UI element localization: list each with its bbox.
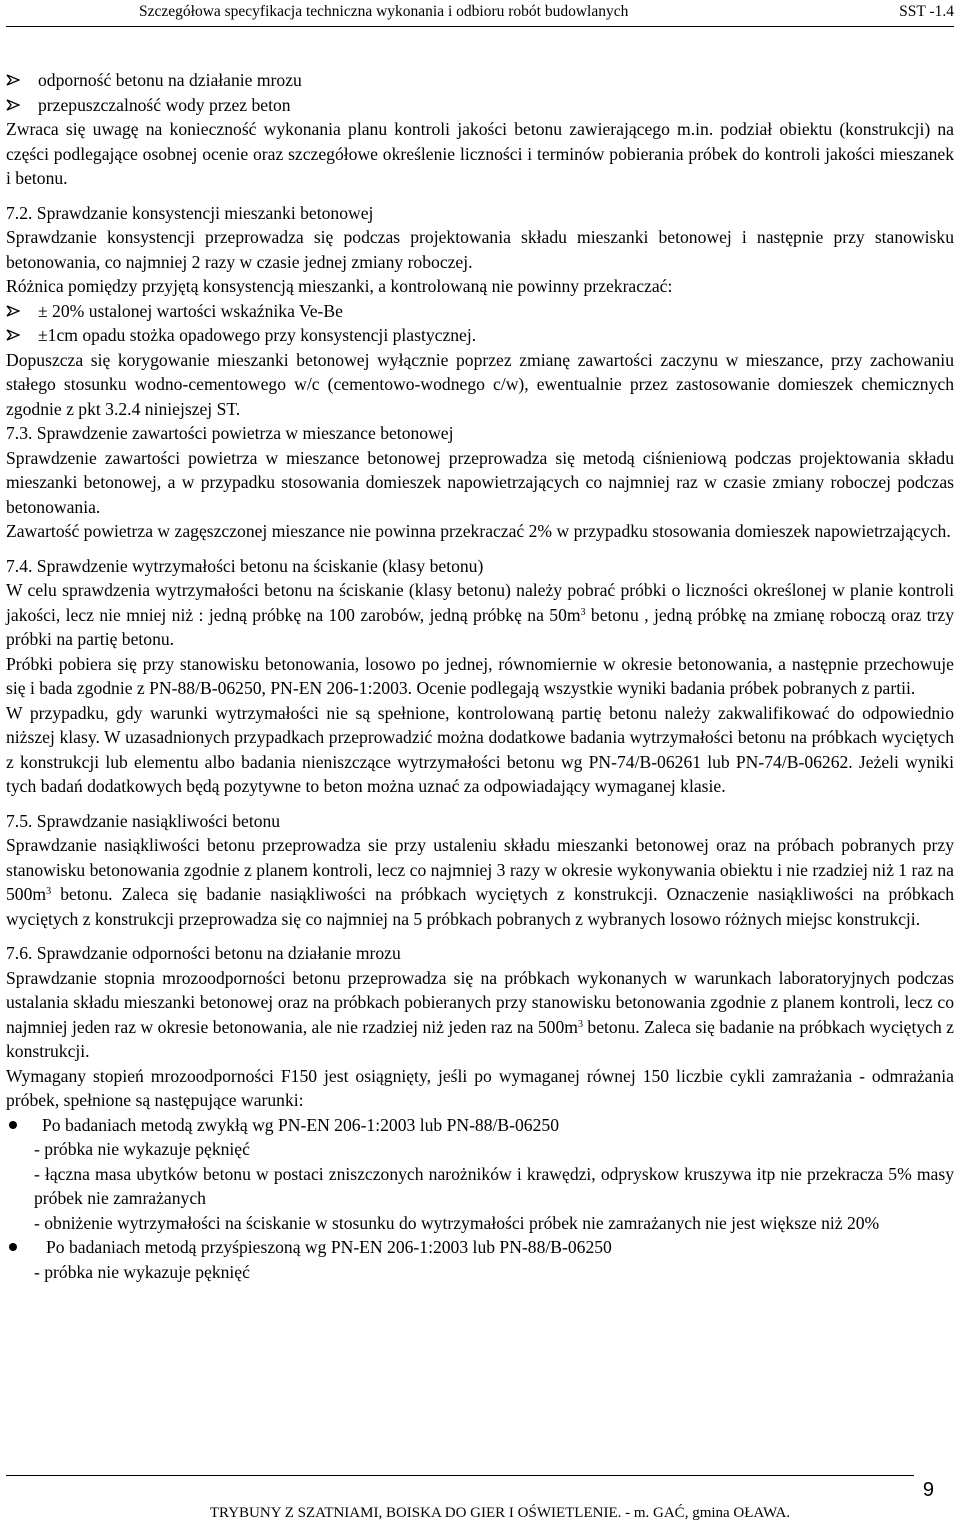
section-heading: 7.6. Sprawdzanie odporności betonu na działanie mrozu (6, 943, 401, 963)
paragraph: Dopuszcza się korygowanie mieszanki betonowej wyłącznie poprzez zmianę zawartości zaczynu w mieszance, przy zachowaniu stałego stosunku wodno-cementowego w/c (cementowo-wodnego c/w), ewentualnie przez zastosowanie domieszek chemicznych zgodnie z pkt 3.2.4 niniejszej ST. (6, 349, 954, 419)
page-number: 9 (922, 1479, 934, 1501)
paragraph: Sprawdzanie nasiąkliwości betonu przeprowadza sie przy ustaleniu składu mieszanki betonowej oraz na próbach pobranych przy stanowisku betonowania zgodnie z planem kontroli, lecz co najmniej 3 razy w okresie wykonywania obiektu i nie rzadziej niż 1 raz na $500m^3$ betonu. Zaleca się badanie nasiąkliwości na próbkach wyciętych z konstrukcji. Oznaczenie nasiąkliwości na próbkach wyciętych z konstrukcji przeprowadza się co najmniej na 5 próbkach pobranych z wybranych losowo różnych miejsc konstrukcji. (6, 835, 954, 929)
arrow-bullet-icon (6, 305, 20, 317)
bullet-item: odporność betonu na działanie mrozu (6, 68, 954, 93)
list-subitem: - próbka nie wykazuje pęknięć (34, 1139, 250, 1159)
arrow-bullet-icon (6, 329, 20, 341)
bullet-item: Po badaniach metodą przyśpieszoną wg PN-EN 206-1:2003 lub PN-88/B-06250 (6, 1235, 954, 1260)
paragraph: Różnica pomiędzy przyjętą konsystencją mieszanki, a kontrolowaną nie powinny przekraczać: (6, 276, 673, 296)
bullet-dot-icon (9, 1243, 17, 1251)
page-header (6, 0, 954, 27)
bullet-item: Po badaniach metodą zwykłą wg PN-EN 206-1:2003 lub PN-88/B-06250 (6, 1113, 954, 1138)
bullet-item: przepuszczalność wody przez beton (6, 93, 954, 118)
bullet-item: ± 20% ustalonej wartości wskaźnika Ve-Be (6, 299, 954, 324)
section-heading: 7.3. Sprawdzenie zawartości powietrza w mieszance betonowej (6, 423, 454, 443)
paragraph: W przypadku, gdy warunki wytrzymałości nie są spełnione, kontrolowaną partię betonu należy zakwalifikować do odpowiednio niższej klasy. W uzasadnionych przypadkach przeprowadzić można dodatkowe badania wytrzymałości betonu na próbkach wyciętych z konstrukcji lub elementu albo badania nieniszczące wytrzymałości betonu wg PN-74/B-06261 lub PN-74/B-06262. Jeżeli wyniki tych badań dodatkowych będą pozytywne to beton można uznać za odpowiadający wymaganej klasie. (6, 702, 954, 796)
header-title: Szczegółowa specyfikacja techniczna wykonania i odbioru robót budowlanych (139, 3, 629, 20)
list-subitem: - próbka nie wykazuje pęknięć (34, 1261, 250, 1282)
document-body (6, 68, 954, 1284)
paragraph: Wymagany stopień mrozoodporności F150 jest osiągnięty, jeśli po wymaganej równej 150 liczbie cykli zamrażania - odmrażania próbek, spełnione są następujące warunki: (6, 1065, 954, 1110)
header-code: SST -1.4 (899, 3, 954, 20)
section-heading: 7.4. Sprawdzenie wytrzymałości betonu na ściskanie (klasy betonu) (6, 555, 484, 576)
paragraph: Sprawdzanie stopnia mrozoodporności betonu przeprowadza się na próbkach wykonanych w warunkach laboratoryjnych podczas ustalania składu mieszanki betonowej oraz na próbkach pobieranych przy stanowisku betonowania zgodnie z planem kontroli, lecz co najmniej jeden raz w okresie betonowania, ale nie rzadziej niż jeden raz na $500m^3$ betonu. Zaleca się badanie na próbkach wyciętych z konstrukcji. (6, 967, 954, 1061)
list-subitem: - łączna masa ubytków betonu w postaci zniszczonych narożników i krawędzi, odpryskow kruszywa itp nie przekracza 5% masy próbek nie zamrażanych (34, 1163, 954, 1208)
bullet-item: ±1cm opadu stożka opadowego przy konsystencji plastycznej. (6, 323, 954, 348)
footer-divider (6, 1475, 914, 1476)
paragraph: Zwraca się uwagę na konieczność wykonania planu kontroli jakości betonu zawierającego m.in. podział obiektu (konstrukcji) na części podlegające osobnej ocenie oraz szczegółowe określenie liczności i terminów pobierania próbek do kontroli jakości mieszanek i betonu. (6, 119, 954, 188)
bullet-dot-icon (9, 1121, 17, 1129)
paragraph: W celu sprawdzenia wytrzymałości betonu na ściskanie (klasy betonu) należy pobrać próbki o liczności określonej w planie kontroli jakości, lecz nie mniej niż : jedną próbkę na 100 zarobów, jedną próbkę na $50m^3$ betonu , jedną próbkę na zmianę roboczą oraz trzy próbki na partię betonu. (6, 580, 954, 649)
arrow-bullet-icon (6, 74, 20, 86)
list-subitem: - obniżenie wytrzymałości na ściskanie w stosunku do wytrzymałości próbek nie zamrażanych nie jest większe niż 20% (34, 1212, 880, 1233)
page-footer: TRYBUNY Z SZATNIAMI, BOISKA DO GIER I OŚWIETLENIE. - m. GAĆ, gmina OŁAWA. (209, 1505, 791, 1521)
paragraph: Sprawdzenie zawartości powietrza w mieszance betonowej przeprowadza się metodą ciśnieniową podczas projektowania składu mieszanki betonowej, a w przypadku stosowania domieszek napowietrzających co najmniej raz w czasie zmiany roboczej podczas betonowania. (6, 447, 954, 517)
paragraph: Sprawdzanie konsystencji przeprowadza się podczas projektowania składu mieszanki betonowej i następnie przy stanowisku betonowania, co najmniej 2 razy w czasie jednej zmiany roboczej. (6, 227, 954, 272)
section-heading: 7.5. Sprawdzanie nasiąkliwości betonu (6, 810, 281, 831)
section-heading: 7.2. Sprawdzanie konsystencji mieszanki betonowej (6, 202, 374, 223)
arrow-bullet-icon (6, 99, 20, 111)
paragraph: Zawartość powietrza w zagęszczonej mieszance nie powinna przekraczać 2% w przypadku stosowania domieszek napowietrzających. (6, 521, 951, 541)
paragraph: Próbki pobiera się przy stanowisku betonowania, losowo po jednej, równomiernie w okresie betonowania, a następnie przechowuje się i bada zgodnie z PN-88/B-06250, PN-EN 206-1:2003. Ocenie podlegają wszystkie wyniki badania próbek pobranych z partii. (6, 653, 954, 698)
